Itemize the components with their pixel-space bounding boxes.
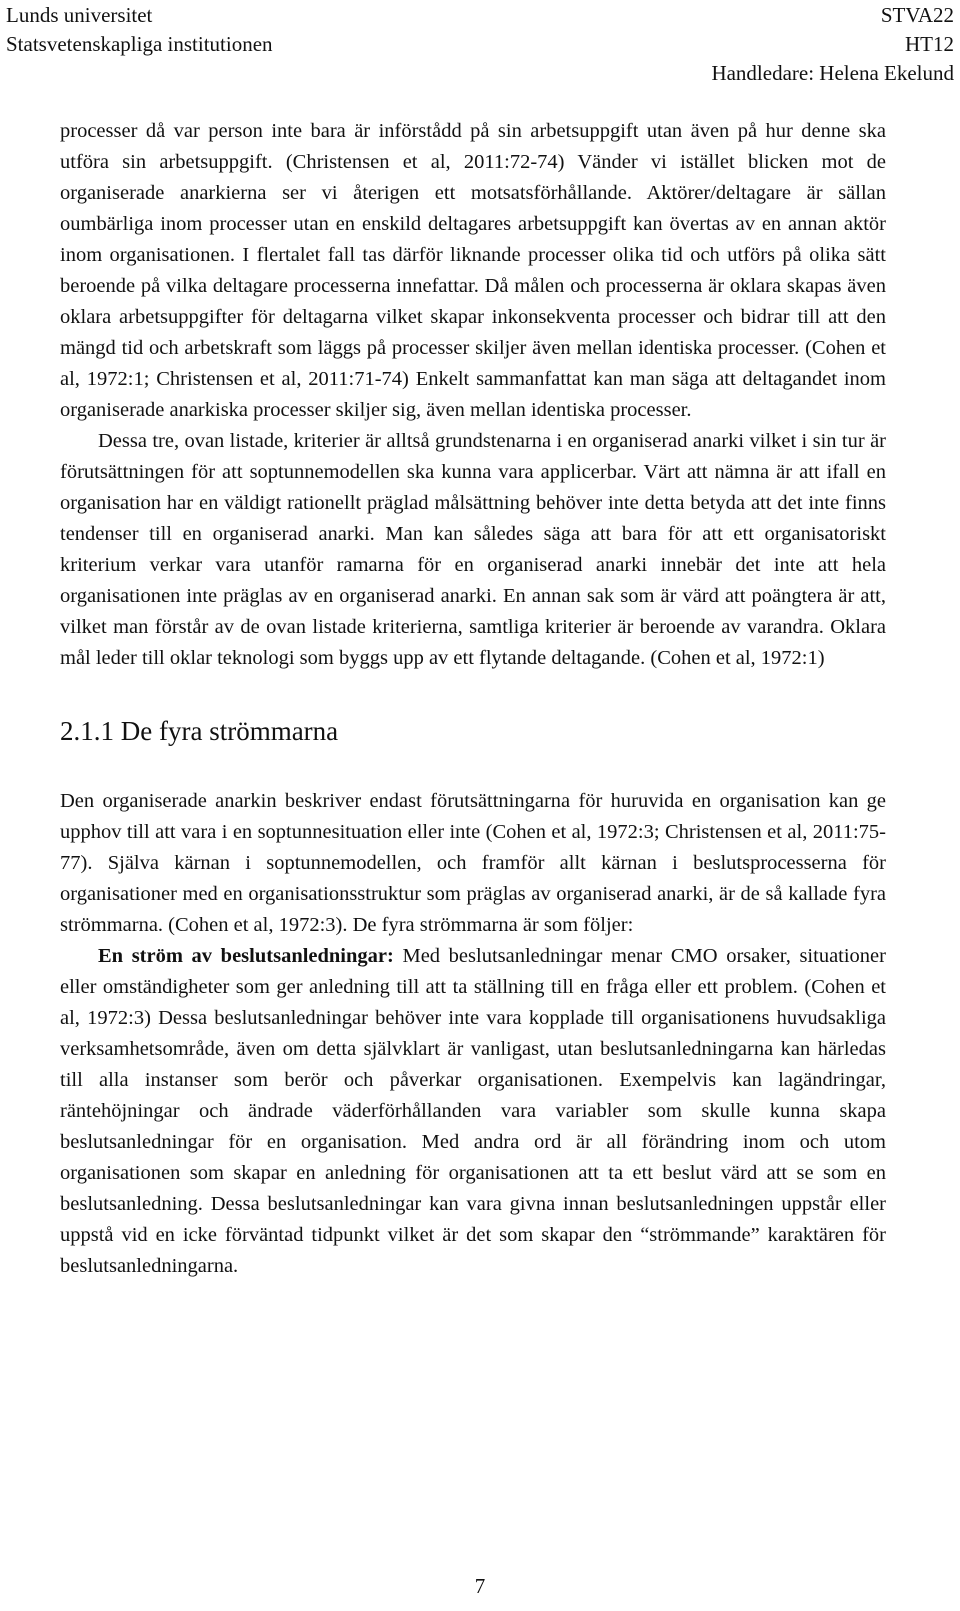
paragraph-stream-definition — [60, 941, 886, 1282]
paragraph-continuation: processer då var person inte bara är införstådd på sin arbetsuppgift utan även på hur denne ska utföra sin arbetsuppgift. (Christensen et al, 2011:72-74) Vänder vi istället blicken mot de organiserade anarkierna ser vi återigen ett motsatsförhållande. Aktörer/deltagare är sällan oumbärliga inom processer utan en enskild deltagares arbetsuppgift kan övertas av en annan aktör inom organisationen. I flertalet fall tas därför liknande processer olika tid och utförs på olika sätt beroende på vilka deltagare processerna innefattar. Då målen och processerna är oklara skapas även oklara arbetsuppgifter för deltagarna vilket skapar inkonsekventa processer och bidrar till att den mängd tid och arbetskraft som läggs på processer skiljer även mellan identiska processer. (Cohen et al, 1972:1; Christensen et al, 2011:71-74) Enkelt sammanfattat kan man säga att deltagandet inom organiserade anarkiska processer skiljer sig, även mellan identiska processer. — [60, 120, 886, 421]
course-code: STVA22 — [880, 3, 954, 27]
term-code: HT12 — [905, 32, 954, 56]
page-header — [0, 0, 960, 92]
header-left — [6, 1, 273, 59]
university-name: Lunds universitet — [6, 3, 153, 27]
header-right — [711, 1, 954, 88]
stream-term: En ström av beslutsanledningar: — [98, 945, 394, 967]
paragraph-criteria-summary: Dessa tre, ovan listade, kriterier är alltså grundstenarna i en organiserad anarki vilket i sin tur är förutsättningen för att soptunnemodellen ska kunna vara applicerbar. Värt att nämna är att ifall en organisation har en väldigt rationellt präglad målsättning behöver inte detta betyda att det inte finns tendenser till en organiserad anarki. Man kan således säga att bara för att ett organisatoriskt kriterium verkar vara utanför ramarna för en organiserad anarki innebär det inte att hela organisationen inte präglas av en organiserad anarki. En annan sak som är värd att poängtera är att, vilket man förstår av de ovan listade kriterierna, samtliga kriterier är beroende av varandra. Oklara mål leder till oklar teknologi som byggs upp av ett flytande deltagande. (Cohen et al, 1972:1) — [60, 430, 886, 669]
institution-name: Statsvetenskapliga institutionen — [6, 32, 273, 56]
supervisor-name: Handledare: Helena Ekelund — [711, 61, 954, 85]
stream-description: Med beslutsanledningar menar CMO orsaker, situationer eller omständigheter som ger anledning till att ta ställning till en fråga eller ett problem. (Cohen et al, 1972:3) Dessa beslutsanledningar behöver inte vara kopplade till organisationens huvudsakliga verksamhetsområde, även om detta självklart är vanligast, utan beslutsanledningarna kan härledas till alla instanser som berör och påverkar organisationen. Exempelvis kan lagändringar, räntehöjningar och ändrade väderförhållanden vara variabler som skulle kunna skapa beslutsanledningar för en organisation. Med andra ord är all förändring inom och utom organisationen som skapar en anledning för organisationen att ta ett beslut värd att se som en beslutsanledning. Dessa beslutsanledningar kan vara givna innan beslutsanledningen uppstår eller uppstå vid en icke förväntad tidpunkt vilket är det som skapar den “strömmande” karaktären för beslutsanledningarna. — [60, 945, 886, 1277]
document-body — [60, 116, 886, 1282]
page-number: 7 — [474, 1574, 486, 1598]
section-heading: 2.1.1 De fyra strömmarna — [60, 716, 339, 746]
paragraph-section-intro: Den organiserade anarkin beskriver endast förutsättningarna för huruvida en organisation kan ge upphov till att vara i en soptunnesituation eller inte (Cohen et al, 1972:3; Christensen et al, 2011:75-77). Själva kärnan i soptunnemodellen, och framför allt kärnan i beslutsprocesserna för organisationer med en organisationsstruktur som präglas av organiserad anarki, är de så kallade fyra strömmarna. (Cohen et al, 1972:3). De fyra strömmarna är som följer: — [60, 790, 886, 936]
